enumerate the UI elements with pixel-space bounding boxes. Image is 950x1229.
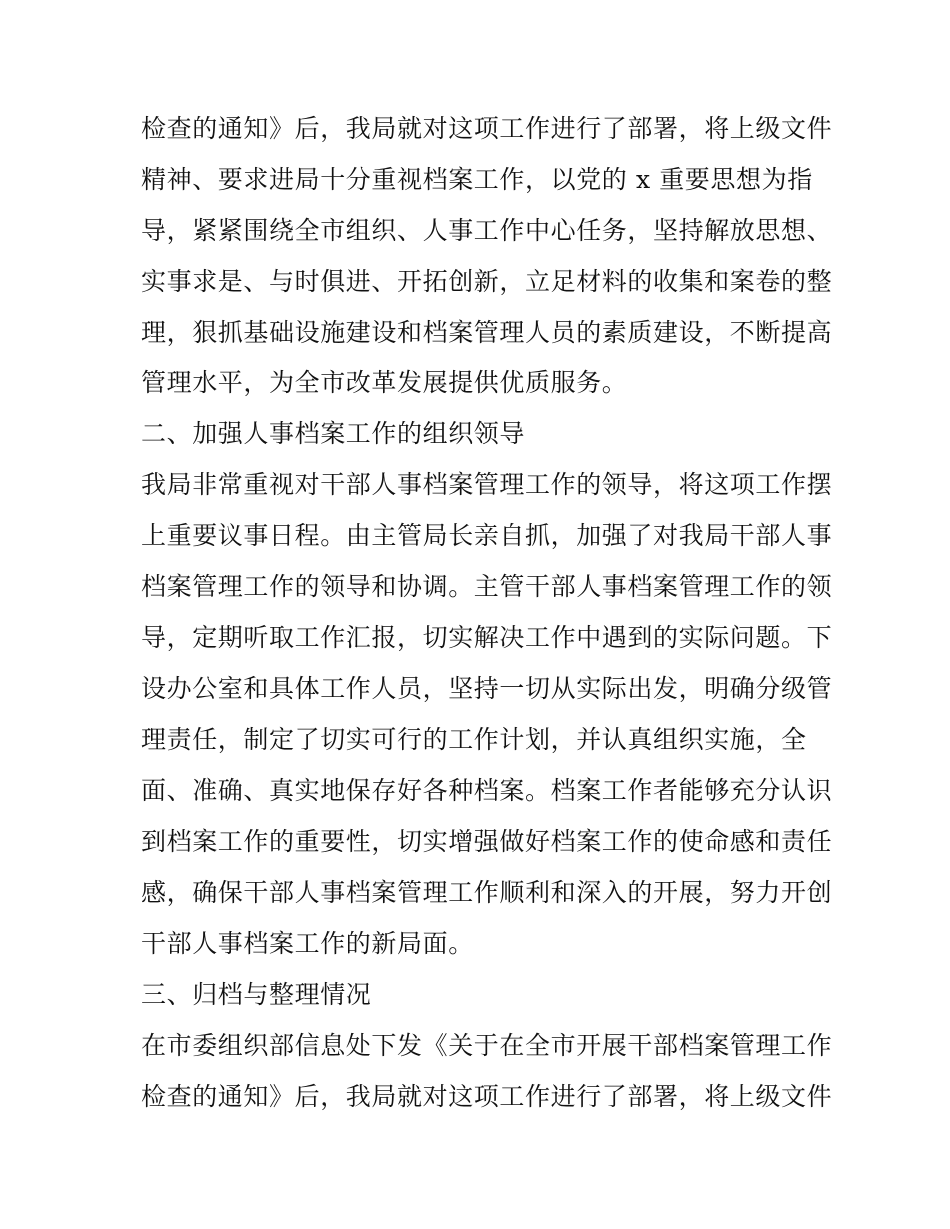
- text-line: 干部人事档案工作的新局面。: [141, 929, 474, 958]
- text-line: 检查的通知》后，我局就对这项工作进行了部署，将上级文件: [141, 1082, 833, 1111]
- text-line: 感，确保干部人事档案管理工作顺利和深入的开展，努力开创: [141, 878, 833, 907]
- text-line: 导，紧紧围绕全市组织、人事工作中心任务，坚持解放思想、: [141, 216, 833, 245]
- text-line: 理，狠抓基础设施建设和档案管理人员的素质建设，不断提高: [141, 318, 833, 347]
- text-line: 我局非常重视对干部人事档案管理工作的领导，将这项工作摆: [141, 470, 833, 499]
- text-line: 面、准确、真实地保存好各种档案。档案工作者能够充分认识: [141, 776, 833, 805]
- text-line: 导，定期听取工作汇报，切实解决工作中遇到的实际问题。下: [141, 623, 833, 652]
- text-line: 在市委组织部信息处下发《关于在全市开展干部档案管理工作: [141, 1031, 833, 1060]
- section-heading: 三、归档与整理情况: [141, 980, 372, 1009]
- text-line: 设办公室和具体工作人员，坚持一切从实际出发，明确分级管: [141, 674, 833, 703]
- text-line: 上重要议事日程。由主管局长亲自抓，加强了对我局干部人事: [141, 521, 833, 550]
- text-line: 档案管理工作的领导和协调。主管干部人事档案管理工作的领: [141, 572, 833, 601]
- text-line: 管理水平，为全市改革发展提供优质服务。: [141, 368, 628, 397]
- section-heading: 二、加强人事档案工作的组织领导: [141, 419, 526, 448]
- text-line: 理责任，制定了切实可行的工作计划，并认真组织实施，全: [141, 725, 807, 754]
- text-line: 检查的通知》后，我局就对这项工作进行了部署，将上级文件: [141, 114, 833, 143]
- text-line: 到档案工作的重要性，切实增强做好档案工作的使命感和责任: [141, 827, 833, 856]
- text-line: 实事求是、与时俱进、开拓创新，立足材料的收集和案卷的整: [141, 267, 833, 296]
- text-line: 精神、要求进局十分重视档案工作，以党的 x 重要思想为指: [141, 165, 813, 194]
